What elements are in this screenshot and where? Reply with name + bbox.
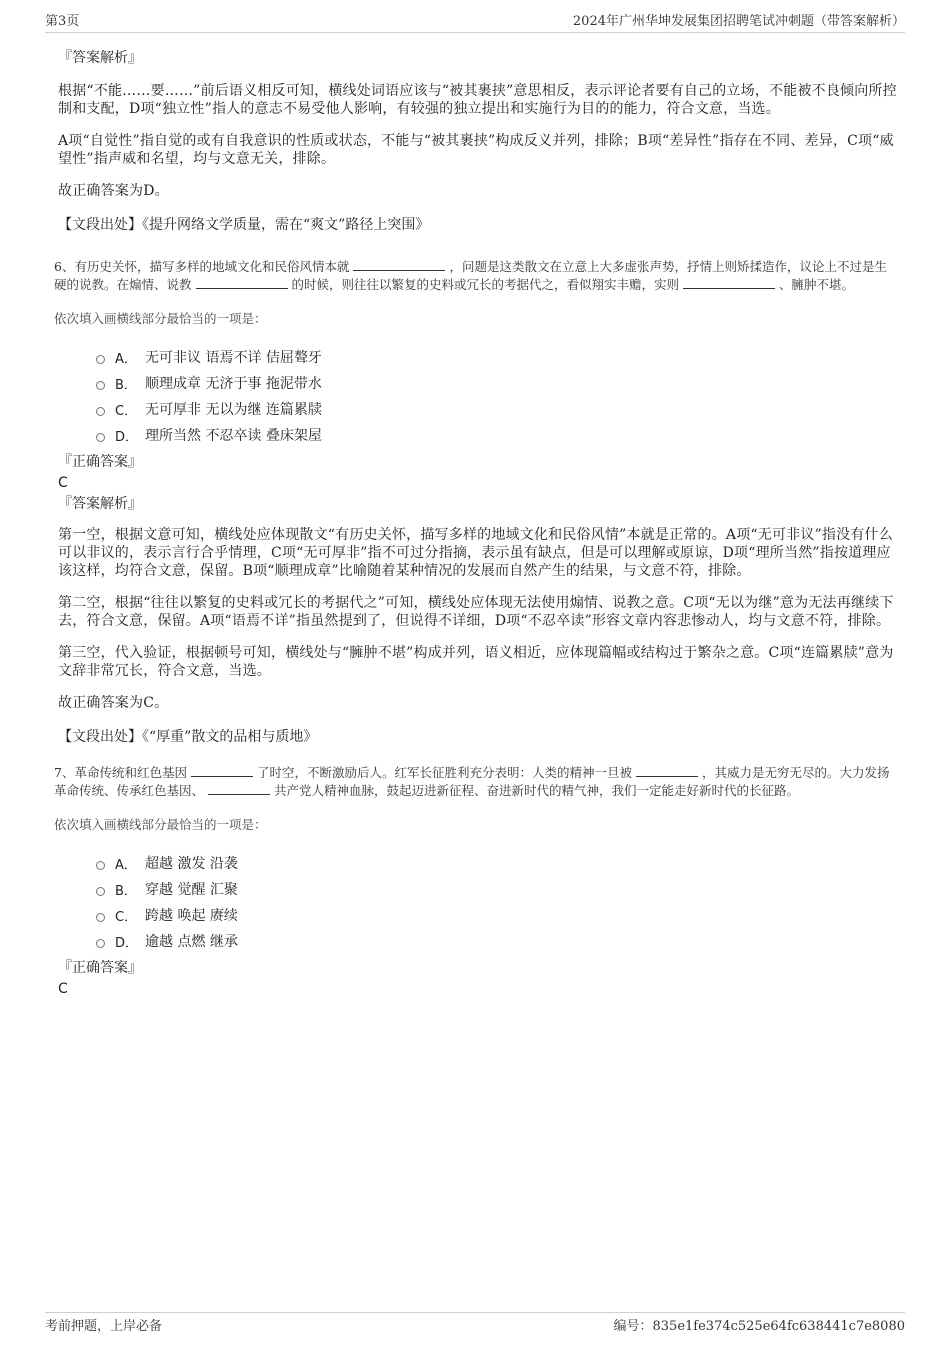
footer-slogan: 考前押题，上岸必备 [45,1319,163,1334]
page-content [54,40,898,998]
option-letter: B． [115,883,137,899]
q6-source: 【文段出处】《“厚重”散文的品相与质地》 [58,729,318,745]
q6-text-part-2: ，问题是这类散文在立意上大多虚张声势，抒情上则矫揉造作，议论上不过是生硬的说教。在煽情、说教 [54,259,887,292]
question-6-text [54,258,898,294]
q6-text-part-3: 的时候，则往往以繁复的史料或冗长的考据代之，看似翔实丰赡，实则 [291,277,680,292]
q7-option-b[interactable] [96,876,898,902]
option-letter: D． [115,935,139,951]
option-letter: D． [115,429,139,445]
option-text: 逾越 点燃 继承 [145,934,238,950]
q6-option-b[interactable] [96,370,898,396]
option-letter: C． [115,909,138,925]
radio-icon[interactable] [96,887,105,896]
q7-text-part-3: ，其威力是无穷无尽的。大力发扬革命传统、传承红色基因、 [54,765,890,798]
q6-blank-3 [683,276,775,289]
footer-document-id: 编号：835e1fe374c525e64fc638441c7e8080 [613,1319,905,1334]
option-letter: B． [115,377,137,393]
q7-text-part-2: 了时空，不断激励后人。红军长征胜利充分表明：人类的精神一旦被 [256,765,632,780]
q6-analysis-paragraph-3: 第三空，代入验证，根据顿号可知，横线处与“臃肿不堪”构成并列，语义相近，应体现篇幅或结构过于繁杂之意。C项“连篇累牍”意为文辞非常冗长，符合文意，当选。 [58,645,894,679]
q7-option-c[interactable] [96,902,898,928]
q6-options [96,344,898,448]
q6-prompt: 依次填入画横线部分最恰当的一项是： [54,311,267,326]
option-text: 无可非议 语焉不详 佶屈聱牙 [145,350,322,366]
q7-text-part-4: 共产党人精神血脉，鼓起迈进新征程、奋进新时代的精气神，我们一定能走好新时代的长征路。 [274,783,800,798]
prev-source: 【文段出处】《提升网络文学质量，需在“爽文”路径上突围》 [58,217,430,233]
option-text: 无可厚非 无以为继 连篇累牍 [145,402,322,418]
q6-analysis-paragraph-1: 第一空，根据文意可知，横线处应体现散文“有历史关怀，描写多样的地域文化和民俗风情”本就是正常的。A项“无可非议”指没有什么可以非议的，表示言行合乎情理，C项“无可厚非”指不可过分指摘，表示虽有缺点，但是可以理解或原谅，D项“理所当然”指按道理应该这样，均符合文意，保留。B项“顺理成章”比喻随着某种情况的发展而自然产生的结果，与文意不符，排除。 [58,527,893,579]
prev-analysis-paragraph-3: 故正确答案为D。 [58,183,169,199]
option-text: 穿越 觉醒 汇聚 [145,882,238,898]
page-header [45,12,905,33]
q6-analysis-paragraph-4: 故正确答案为C。 [58,695,169,711]
radio-icon[interactable] [96,407,105,416]
q7-answer: C [58,981,68,997]
option-letter: A． [115,857,137,873]
q7-options [96,850,898,954]
option-text: 理所当然 不忍卒读 叠床架屋 [145,428,322,444]
page-footer [45,1312,905,1333]
option-letter: C． [115,403,138,419]
q7-blank-3 [208,782,270,795]
radio-icon[interactable] [96,913,105,922]
q6-option-a[interactable] [96,344,898,370]
prev-analysis-label: 『答案解析』 [58,50,142,66]
prev-analysis-paragraph-1: 根据“不能……要……”前后语义相反可知，横线处词语应该与“被其裹挟”意思相反，表示评论者要有自己的立场，不能被不良倾向所控制和支配，D项“独立性”指人的意志不易受他人影响，有较强的独立提出和实施行为目的的能力，符合文意，当选。 [58,83,897,117]
option-letter: A． [115,351,137,367]
q6-analysis-label: 『答案解析』 [58,496,142,512]
q6-option-d[interactable] [96,422,898,448]
q6-blank-2 [196,276,288,289]
radio-icon[interactable] [96,861,105,870]
q6-analysis-paragraph-2: 第二空，根据“往往以繁复的史料或冗长的考据代之”可知，横线处应体现无法使用煽情、说教之意。C项“无以为继”意为无法再继续下去，符合文意，保留。A项“语焉不详”指虽然提到了，但说得不详细，D项“不忍卒读”形容文章内容悲惨动人，均与文意不符，排除。 [58,595,894,629]
option-text: 跨越 唤起 赓续 [145,908,238,924]
option-text: 顺理成章 无济于事 拖泥带水 [145,376,322,392]
q7-text-part-1: 7、革命传统和红色基因 [54,765,187,780]
q6-answer: C [58,475,68,491]
radio-icon[interactable] [96,433,105,442]
q6-text-part-4: 、臃肿不堪。 [779,277,855,292]
q7-option-d[interactable] [96,928,898,954]
q6-blank-1 [353,258,445,271]
q6-text-part-1: 6、有历史关怀，描写多样的地域文化和民俗风情本就 [54,259,350,274]
radio-icon[interactable] [96,939,105,948]
q7-answer-label: 『正确答案』 [58,960,142,976]
page-number: 第3页 [45,14,80,29]
document-title: 2024年广州华坤发展集团招聘笔试冲刺题（带答案解析） [572,14,905,29]
q6-answer-label: 『正确答案』 [58,454,142,470]
radio-icon[interactable] [96,381,105,390]
q7-blank-2 [636,764,698,777]
q7-blank-1 [191,764,253,777]
question-7-text [54,764,898,800]
radio-icon[interactable] [96,355,105,364]
prev-analysis-paragraph-2: A项“自觉性”指自觉的或有自我意识的性质或状态，不能与“被其裹挟”构成反义并列，排除；B项“差异性”指存在不同、差异，C项“威望性”指声威和名望，均与文意无关，排除。 [58,133,894,167]
option-text: 超越 激发 沿袭 [145,856,238,872]
q7-option-a[interactable] [96,850,898,876]
q7-prompt: 依次填入画横线部分最恰当的一项是： [54,817,267,832]
q6-option-c[interactable] [96,396,898,422]
